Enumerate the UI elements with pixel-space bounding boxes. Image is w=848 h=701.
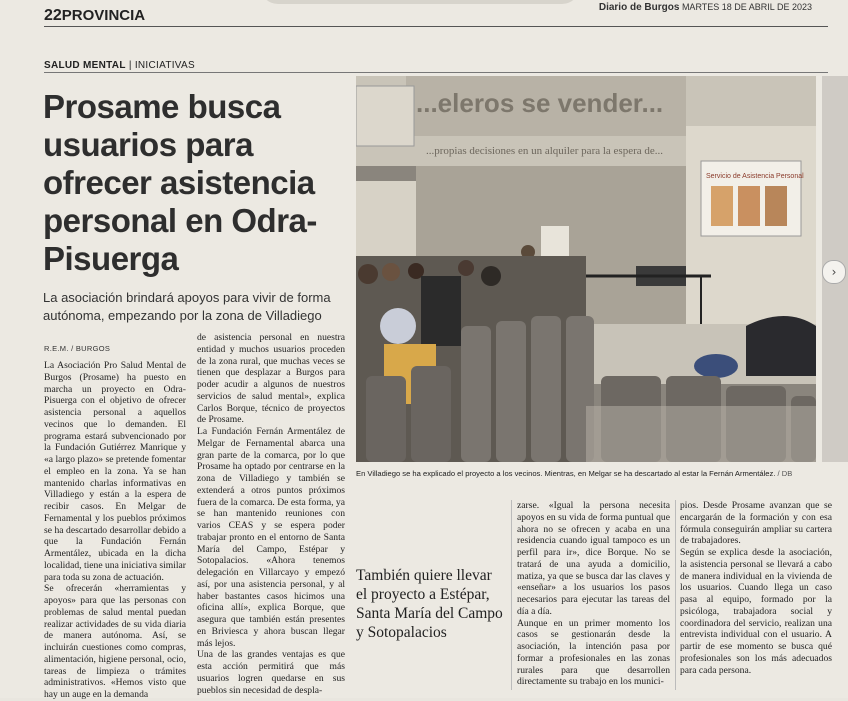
slide-title: Servicio de Asistencia Personal [706,173,804,180]
pull-quote: También quiere llevar el proyecto a Estépar, Santa María del Campo y Sotopalacios [356,567,503,641]
meeting-room-illustration [356,76,816,462]
kicker-primary: SALUD MENTAL [44,60,126,71]
chevron-right-icon[interactable]: › [822,260,846,284]
page-folio [44,7,145,25]
header-rule [44,26,828,27]
body-column-3: zarse. «Igual la persona necesita apoyos en su vida de forma puntual que ahora no se ofrecen y acaba en una residencia cuando igual tampoco es un perfil para ir», dice Borque. No se tratará de una ayuda a domicilio, matiza, ya que se busca dar las claves y «enseñar» a los usuarios los pasos necesarios para ejecutar las tareas del día a día. Aunque en un primer momento los casos se gestionarán desde la asociación, la intención pasa por formar a profesionales en las zonas rurales para que desarrollen directamente su trabajo en los munici- [517,500,670,688]
article-photo [356,76,816,462]
article-headline: Prosame busca usuarios para ofrecer asistencia personal en Odra-Pisuerga [43,88,317,277]
column-rule [511,500,512,690]
previous-page-bleed [260,0,580,4]
wall-text: ...propias decisiones en un alquiler para la espera de... [426,145,664,157]
photo-caption [356,469,826,478]
article-subhead: La asociación brindará apoyos para vivir de forma autónoma, empezando por la zona de Villadiego [43,290,331,323]
banner-text: ...eleros se vender... [416,88,664,118]
article-byline: R.E.M. / BURGOS [44,344,111,353]
body-column-2: de asistencia personal en nuestra entidad y muchos usuarios proceden de la zona rural, que muchas veces se tienen que desplazar a Burgos para poder acudir a algunos de nuestros servicios de salud mental», explica Carlos Borque, técnico de proyectos de Prosame. La Fundación Fernán Armentález de Melgar de Fernamental abarca una gran parte de la comarca, por lo que Prosame ha optado por centrarse en la zona de Villadiego y también se extenderá a otros puntos próximos fuera de la comarca. De esta forma, ya se han mantenido reuniones con varios CEAS y se espera poder trabajar pronto en el entorno de Santa María del Campo, Estépar y Sotopalacios. «Ahora tenemos delegación en Villarcayo y empezó así, por una asistencia personal, y al haber bastantes casos hicimos una oficina allí», explica Borque, que asegura que también están presentes en Briviesca y ahora buscan llegar más lejos. Una de las grandes ventajas es que esta acción permitirá que más usuarios logren quedarse en sus pueblos sin necesidad de despla- [197,332,345,696]
page-number: 22 [44,7,62,24]
column-rule [675,500,676,690]
masthead [599,2,812,13]
photo-credit: / DB [775,469,793,478]
newspaper-name: Diario de Burgos [598,2,680,13]
kicker-separator: | [125,60,135,71]
body-column-1: La Asociación Pro Salud Mental de Burgos (Prosame) ha puesto en marcha un proyecto en Odra-Pisuerga con el objetivo de ofrecer asistencia personal a aquellos vecinos que lo demanden. El programa estará subvencionado por la Fundación Gutiérrez Manrique y «a largo plazo» se pretende fomentar el empleo en la zona. Ya se han mantenido charlas informativas en Villadiego y están a la espera de recibir casos. En Melgar de Fernamental y los pueblos próximos se ha descartado desarrollar debido a que la Fundación Fernán Armentález, ubicada en la dicha localidad, tiene una iniciativa similar para toda su zona de actuación. Se ofrecerán «herramientas y apoyos» para que las personas con problemas de salud mental puedan realizar actividades de su vida diaria de manera autónoma. Así, se incluirán cuestiones como compras, alimentación, higiene personal, ocio, tareas de limpieza o trámites administrativos. «Hemos visto que hay un auge en la demanda [44,360,186,700]
body-column-4: pios. Desde Prosame avanzan que se encargarán de la formación y con esa fórmula conseguirán ampliar su cartera de trabajadores. Según se explica desde la asociación, la asistencia personal se llevará a cabo de manera individual en la vivienda de los usuarios. Cuando llega un caso pasa al equipo, formado por la psicóloga, trabajadora social y coordinadora del servicio, realizan una entrevista individual con el usuario. A partir de ese momento se busca qué profesionales son los más adecuados para cada persona. [680,500,832,676]
kicker-rule [44,72,828,73]
section-kicker [44,60,195,71]
issue-date: MARTES 18 DE ABRIL DE 2023 [681,2,812,12]
kicker-secondary: INICIATIVAS [134,60,195,71]
section-name: PROVINCIA [61,7,146,24]
caption-text: En Villadiego se ha explicado el proyecto a los vecinos. Mientras, en Melgar se ha descartado al estar la Fernán Armentález. [356,469,776,478]
